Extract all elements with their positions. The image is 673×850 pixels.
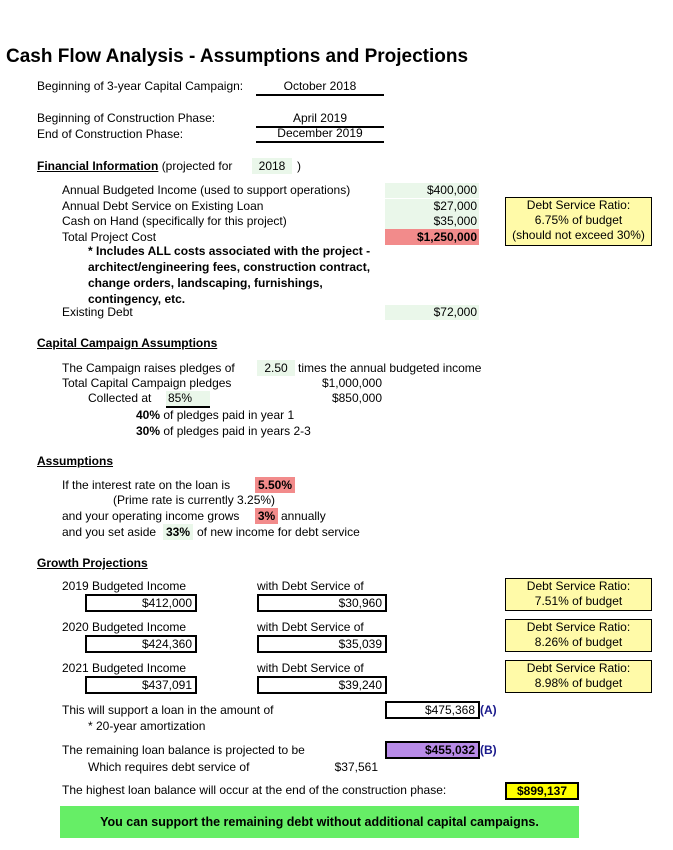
collected-pct: 85% bbox=[166, 391, 210, 408]
growth-2021-ratio-title: Debt Service Ratio: bbox=[526, 661, 631, 675]
total-cost-label: Total Project Cost bbox=[62, 230, 157, 244]
requires-label: Which requires debt service of bbox=[88, 760, 250, 774]
construction-begin-label: Beginning of Construction Phase: bbox=[37, 111, 216, 125]
financial-heading: Financial Information bbox=[37, 159, 159, 173]
requires-value: $37,561 bbox=[334, 760, 378, 774]
growth-2019-debt-label: with Debt Service of bbox=[257, 579, 364, 593]
year23-row bbox=[136, 424, 311, 439]
aside-value: 33% bbox=[163, 524, 193, 540]
raises-label: The Campaign raises pledges of bbox=[62, 361, 235, 375]
aside-label: and you set aside bbox=[62, 525, 157, 539]
highest-value: $899,137 bbox=[505, 782, 579, 800]
debt-ratio-value: 6.75% of budget bbox=[534, 213, 623, 227]
growth-rate-value: 3% bbox=[255, 508, 278, 524]
existing-debt-label: Existing Debt bbox=[62, 305, 133, 319]
growth-2020-ratio-box bbox=[505, 619, 652, 652]
aside-suffix: of new income for debt service bbox=[197, 525, 360, 539]
growth-2019-service: $30,960 bbox=[257, 594, 387, 612]
growth-2019-income: $412,000 bbox=[85, 594, 197, 612]
support-value: $475,368 bbox=[385, 701, 480, 719]
collected-value: $850,000 bbox=[331, 391, 382, 405]
support-label: This will support a loan in the amount of bbox=[62, 703, 274, 717]
growth-2019-ratio-title: Debt Service Ratio: bbox=[526, 579, 631, 593]
total-pledges-value: $1,000,000 bbox=[321, 376, 382, 390]
growth-2019-label: 2019 Budgeted Income bbox=[62, 579, 187, 593]
year23-text: of pledges paid in years 2-3 bbox=[163, 424, 311, 438]
interest-rate-value: 5.50% bbox=[255, 477, 295, 493]
campaign-begin-label: Beginning of 3-year Capital Campaign: bbox=[37, 79, 244, 93]
debt-ratio-title: Debt Service Ratio: bbox=[526, 198, 631, 212]
page-title: Cash Flow Analysis - Assumptions and Projections bbox=[6, 46, 469, 67]
growth-2020-label: 2020 Budgeted Income bbox=[62, 620, 187, 634]
growth-2021-income: $437,091 bbox=[85, 676, 197, 694]
projected-year: 2018 bbox=[252, 158, 292, 174]
rate-label: If the interest rate on the loan is bbox=[62, 478, 231, 492]
cost-note-line2: architect/engineering fees, construction contract, bbox=[88, 260, 371, 274]
construction-end-label: End of Construction Phase: bbox=[37, 127, 184, 141]
grows-label: and your operating income grows bbox=[62, 509, 240, 523]
highest-label: The highest loan balance will occur at the end of the construction phase: bbox=[62, 783, 447, 797]
income-label: Annual Budgeted Income (used to support operations) bbox=[62, 183, 351, 197]
growth-2020-ratio-value: 8.26% of budget bbox=[534, 635, 623, 649]
growth-2020-income: $424,360 bbox=[85, 635, 197, 653]
grows-suffix: annually bbox=[281, 509, 326, 523]
remaining-value: $455,032 bbox=[385, 741, 480, 759]
debt-ratio-box bbox=[505, 197, 652, 246]
debt-service-label: Annual Debt Service on Existing Loan bbox=[62, 199, 264, 213]
cost-note-line4: contingency, etc. bbox=[88, 292, 186, 306]
construction-begin-value: April 2019 bbox=[256, 111, 384, 128]
cost-note-line3: change orders, landscaping, furnishings, bbox=[88, 276, 323, 290]
cash-on-hand-label: Cash on Hand (specifically for this project) bbox=[62, 214, 287, 228]
growth-2021-debt-label: with Debt Service of bbox=[257, 661, 364, 675]
prime-note: (Prime rate is currently 3.25%) bbox=[113, 493, 276, 507]
growth-2021-ratio-box bbox=[505, 660, 652, 693]
remaining-tag: (B) bbox=[480, 743, 497, 757]
raises-multiplier: 2.50 bbox=[257, 360, 295, 376]
capital-heading: Capital Campaign Assumptions bbox=[37, 336, 218, 350]
year1-text: of pledges paid in year 1 bbox=[163, 408, 295, 422]
remaining-label: The remaining loan balance is projected to be bbox=[62, 743, 305, 757]
support-tag: (A) bbox=[480, 703, 497, 717]
year1-row bbox=[136, 408, 294, 423]
growth-2019-ratio-box bbox=[505, 578, 652, 611]
assumptions-heading: Assumptions bbox=[37, 454, 114, 468]
growth-heading: Growth Projections bbox=[37, 556, 148, 570]
amortization-note: * 20-year amortization bbox=[88, 719, 206, 733]
growth-2019-ratio-value: 7.51% of budget bbox=[534, 594, 623, 608]
growth-2020-service: $35,039 bbox=[257, 635, 387, 653]
debt-service-value: $27,000 bbox=[385, 199, 479, 214]
total-cost-value: $1,250,000 bbox=[385, 229, 479, 245]
existing-debt-value: $72,000 bbox=[385, 305, 479, 320]
raises-suffix: times the annual budgeted income bbox=[298, 361, 482, 375]
growth-2020-debt-label: with Debt Service of bbox=[257, 620, 364, 634]
financial-heading-row bbox=[37, 159, 232, 174]
campaign-begin-value: October 2018 bbox=[256, 79, 384, 96]
debt-ratio-note: (should not exceed 30%) bbox=[512, 228, 645, 242]
total-pledges-label: Total Capital Campaign pledges bbox=[62, 376, 232, 390]
projected-close: ) bbox=[297, 159, 301, 173]
year23-pct: 30% bbox=[136, 424, 161, 438]
growth-2020-ratio-title: Debt Service Ratio: bbox=[526, 620, 631, 634]
projected-label: (projected for bbox=[161, 159, 233, 173]
growth-2021-service: $39,240 bbox=[257, 676, 387, 694]
construction-end-value: December 2019 bbox=[256, 126, 384, 143]
collected-label: Collected at bbox=[88, 391, 152, 405]
growth-2021-ratio-value: 8.98% of budget bbox=[534, 676, 623, 690]
cost-note-line1: * Includes ALL costs associated with the project - bbox=[88, 244, 371, 258]
income-value: $400,000 bbox=[385, 183, 479, 198]
conclusion-banner: You can support the remaining debt without additional capital campaigns. bbox=[60, 806, 579, 838]
year1-pct: 40% bbox=[136, 408, 161, 422]
growth-2021-label: 2021 Budgeted Income bbox=[62, 661, 187, 675]
cash-on-hand-value: $35,000 bbox=[385, 214, 479, 229]
